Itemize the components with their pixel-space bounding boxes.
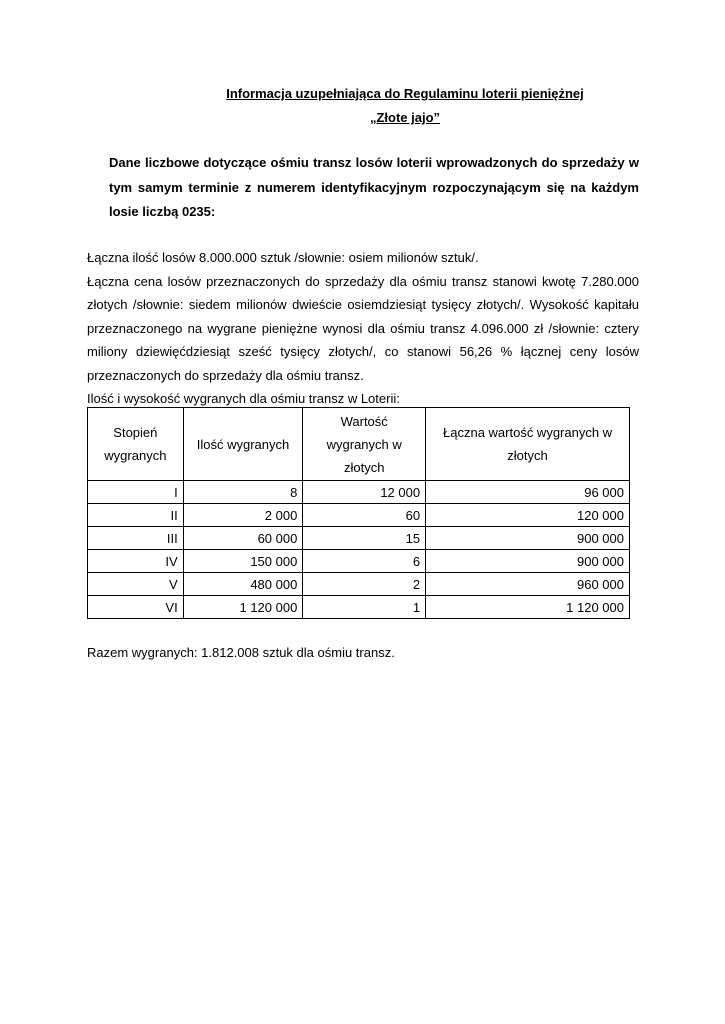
total-summary: Razem wygranych: 1.812.008 sztuk dla ośmiu transz.: [87, 645, 395, 660]
header-cell: Stopień wygranych: [88, 408, 184, 481]
table-cell: II: [88, 504, 184, 527]
table-row: [88, 527, 630, 550]
table-row: [88, 550, 630, 573]
paragraph: Łączna cena losów przeznaczonych do sprzedaży dla ośmiu transz stanowi kwotę 7.280.000 złotych /słownie: siedem milionów dwieście osiemdziesiąt tysięcy złotych/. Wysokość kapitału przeznaczonego na wygrane pieniężne wynosi dla ośmiu transz 4.096.000 zł /słownie: cztery miliony dziewięćdziesiąt sześć tysięcy złotych/, co stanowi 56,26 % łącznej ceny losów przeznaczonych do sprzedaży dla ośmiu transz.: [87, 273, 639, 383]
table-cell: 60: [303, 504, 426, 527]
table-cell: 1 120 000: [183, 596, 303, 619]
table-cell: 1: [303, 596, 426, 619]
paragraph: Ilość i wysokość wygranych dla ośmiu transz w Loterii:: [87, 391, 400, 406]
table-cell: V: [88, 573, 184, 596]
body-text: [87, 246, 639, 411]
table-cell: 900 000: [426, 527, 630, 550]
table-cell: 960 000: [426, 573, 630, 596]
table-row: [88, 573, 630, 596]
winnings-table: [87, 407, 630, 619]
table-cell: 120 000: [426, 504, 630, 527]
table-cell: 15: [303, 527, 426, 550]
header-cell: Ilość wygranych: [183, 408, 303, 481]
table-cell: 2 000: [183, 504, 303, 527]
table-cell: 60 000: [183, 527, 303, 550]
table-row: [88, 596, 630, 619]
table-cell: I: [88, 481, 184, 504]
header-cell: Łączna wartość wygranych w złotych: [426, 408, 630, 481]
intro-paragraph: Dane liczbowe dotyczące ośmiu transz losów loterii wprowadzonych do sprzedaży w tym samym terminie z numerem identyfikacyjnym rozpoczynającym się na każdym losie liczbą 0235:: [109, 155, 639, 219]
table-cell: 8: [183, 481, 303, 504]
table-header-row: [88, 408, 630, 481]
table-cell: 2: [303, 573, 426, 596]
document-subtitle: „Złote jajo”: [369, 110, 441, 125]
table-row: [88, 481, 630, 504]
table-cell: 96 000: [426, 481, 630, 504]
table-cell: 900 000: [426, 550, 630, 573]
table-cell: 6: [303, 550, 426, 573]
paragraph: Łączna ilość losów 8.000.000 sztuk /słownie: osiem milionów sztuk/.: [87, 250, 479, 265]
table-cell: 12 000: [303, 481, 426, 504]
table-cell: 1 120 000: [426, 596, 630, 619]
table-row: [88, 504, 630, 527]
table-cell: 480 000: [183, 573, 303, 596]
table-cell: VI: [88, 596, 184, 619]
document-title: Informacja uzupełniająca do Regulaminu loterii pieniężnej: [226, 86, 584, 101]
table-cell: IV: [88, 550, 184, 573]
table-cell: 150 000: [183, 550, 303, 573]
header-cell: Wartość wygranych w złotych: [303, 408, 426, 481]
table-cell: III: [88, 527, 184, 550]
